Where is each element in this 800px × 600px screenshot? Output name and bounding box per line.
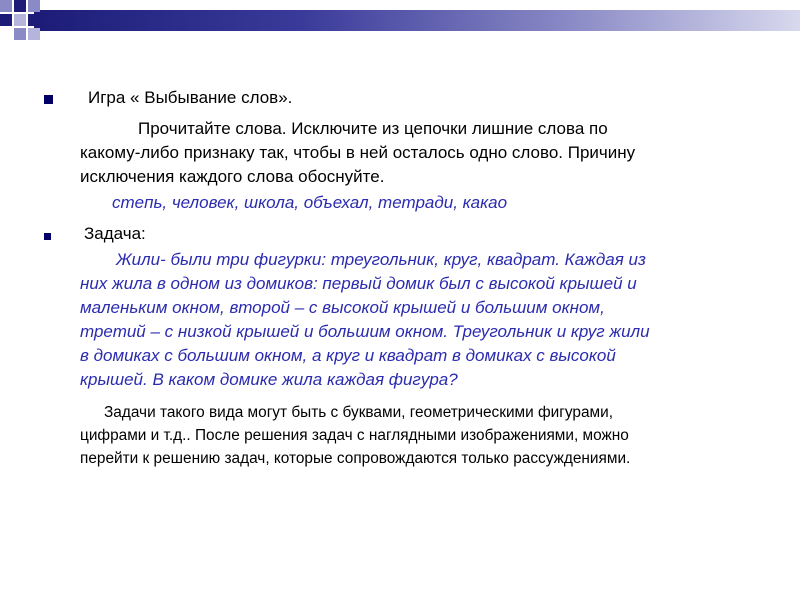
deco-square: [28, 0, 40, 12]
task-line: Жили- были три фигурки: треугольник, круг, квадрат. Каждая из: [116, 250, 646, 269]
item1-line: исключения каждого слова обоснуйте.: [80, 167, 385, 186]
item1-line: какому-либо признаку так, чтобы в ней осталось одно слово. Причину: [80, 143, 636, 162]
deco-square: [0, 0, 12, 12]
bullet-square-icon: [44, 233, 51, 240]
item2-heading: Задача:: [84, 224, 146, 243]
header-gradient-band: [34, 10, 800, 31]
note-line: Задачи такого вида могут быть с буквами, геометрическими фигурами,: [104, 404, 613, 421]
deco-square: [0, 14, 12, 26]
item1-heading: Игра « Выбывание слов».: [88, 88, 293, 107]
note-line: цифрами и т.д.. После решения задач с наглядными изображениями, можно: [80, 427, 629, 444]
deco-square: [14, 28, 26, 40]
item1-word-chain: степь, человек, школа, объехал, тетради, какао: [112, 193, 508, 212]
task-line: в домиках с большим окном, а круг и квадрат в домиках с высокой: [80, 346, 616, 365]
task-line: маленьким окном, второй – с высокой крышей и большим окном,: [80, 298, 605, 317]
item1-line: Прочитайте слова. Исключите из цепочки лишние слова по: [138, 119, 608, 138]
deco-square: [14, 0, 26, 12]
task-line: третий – с низкой крышей и большим окном. Треугольник и круг жили: [80, 322, 650, 341]
deco-square: [28, 14, 40, 26]
bullet-square-icon: [44, 95, 53, 104]
task-line: них жила в одном из домиков: первый домик был с высокой крышей и: [80, 274, 637, 293]
header-decoration: [0, 0, 800, 50]
task-line: крышей. В каком домике жила каждая фигура?: [80, 370, 458, 389]
note-line: перейти к решению задач, которые сопровождаются только рассуждениями.: [80, 450, 631, 467]
deco-square: [14, 14, 26, 26]
deco-square: [28, 28, 40, 40]
